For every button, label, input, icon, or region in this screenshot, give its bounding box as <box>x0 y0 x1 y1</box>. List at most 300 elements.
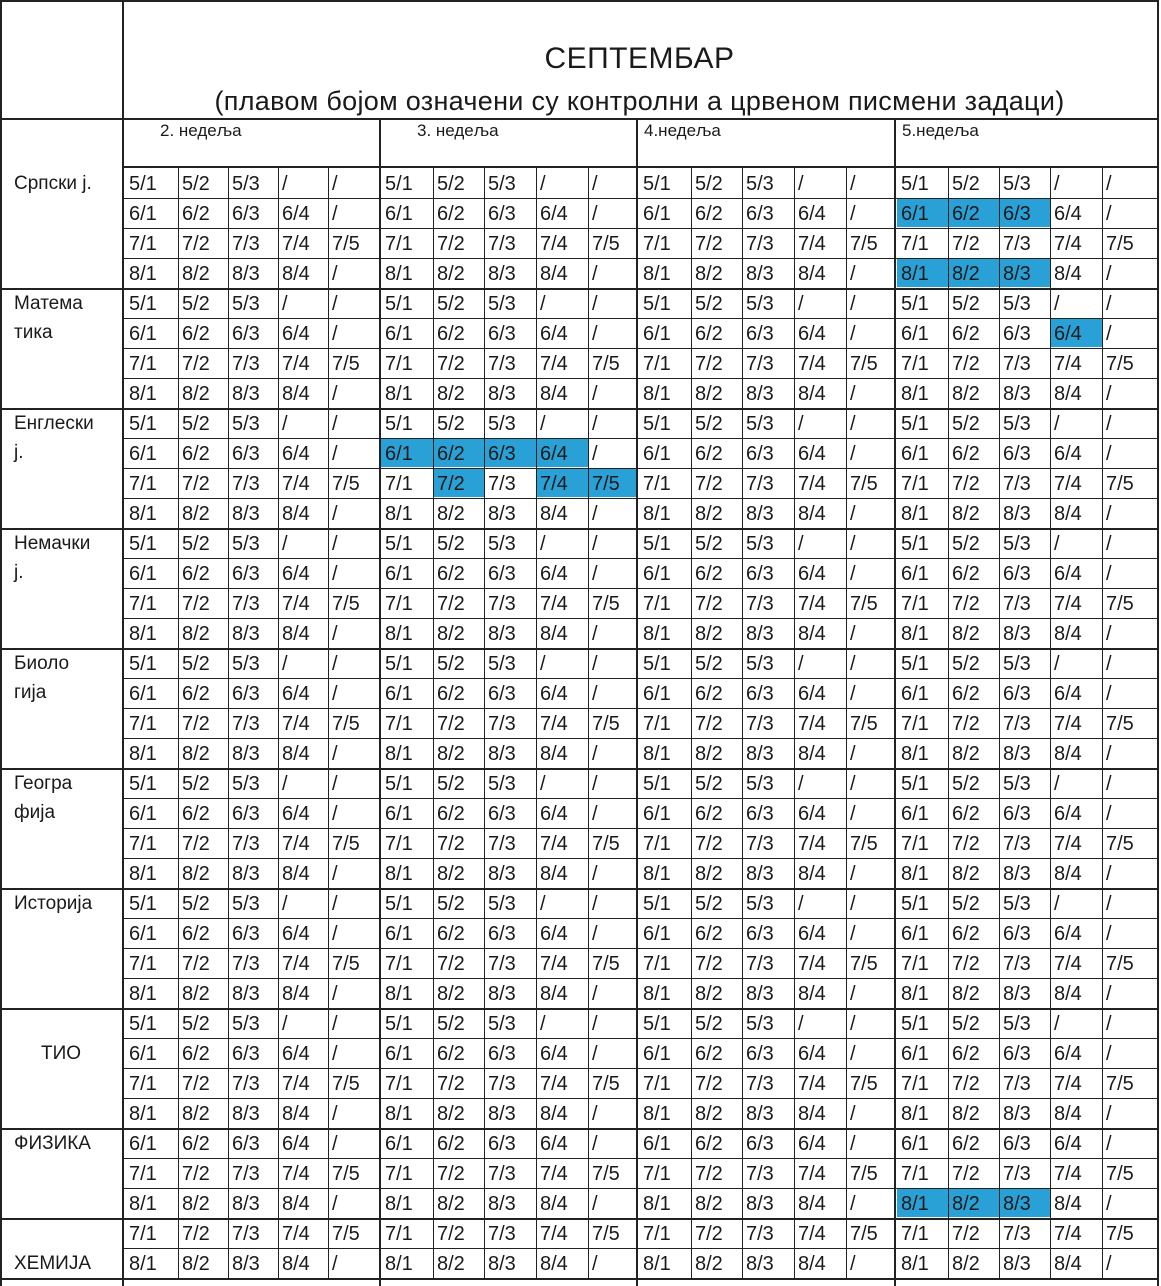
schedule-cell: 8/1 <box>129 743 157 765</box>
schedule-cell: 6/2 <box>695 803 723 825</box>
schedule-cell: 7/3 <box>232 473 260 495</box>
grid-vline <box>794 978 795 1008</box>
grid-vline <box>278 1188 279 1218</box>
grid-vline <box>278 738 279 768</box>
schedule-cell: 6/2 <box>182 1133 210 1155</box>
grid-vline <box>536 1008 537 1038</box>
schedule-cell: 8/3 <box>746 383 774 405</box>
schedule-cell: 8/1 <box>385 1103 413 1125</box>
schedule-cell: 7/3 <box>746 353 774 375</box>
schedule-cell: 7/4 <box>282 953 310 975</box>
grid-vline <box>948 648 949 678</box>
schedule-cell: 8/4 <box>798 1253 826 1275</box>
schedule-cell: 8/4 <box>282 623 310 645</box>
schedule-cell: 7/5 <box>850 713 878 735</box>
grid-vline <box>433 528 434 558</box>
schedule-cell: 8/4 <box>282 503 310 525</box>
schedule-cell: 5/3 <box>232 533 260 555</box>
grid-vline <box>742 258 743 288</box>
grid-vline <box>742 408 743 438</box>
schedule-cell: 8/3 <box>232 623 260 645</box>
grid-vline <box>999 1218 1000 1248</box>
schedule-cell: / <box>1106 803 1112 825</box>
schedule-cell: 8/1 <box>643 263 671 285</box>
grid-vline <box>328 528 329 558</box>
schedule-cell: 6/4 <box>282 923 310 945</box>
grid-vline <box>999 1038 1000 1068</box>
grid-vline <box>433 558 434 588</box>
schedule-cell: 7/2 <box>182 593 210 615</box>
schedule-cell: / <box>592 293 598 315</box>
schedule-cell: 6/3 <box>232 803 260 825</box>
schedule-cell: 8/2 <box>182 1103 210 1125</box>
schedule-cell: 5/2 <box>182 173 210 195</box>
schedule-cell: 5/1 <box>129 173 157 195</box>
grid-vline <box>278 798 279 828</box>
schedule-cell: 8/4 <box>798 1103 826 1125</box>
schedule-cell: 5/1 <box>129 893 157 915</box>
grid-vline <box>484 888 485 918</box>
schedule-cell: 8/3 <box>1003 503 1031 525</box>
grid-vline <box>588 1098 589 1128</box>
grid-vline <box>948 1038 949 1068</box>
grid-vline <box>894 118 896 1286</box>
schedule-cell: / <box>282 173 288 195</box>
schedule-cell: 6/4 <box>1054 683 1082 705</box>
grid-vline <box>278 768 279 798</box>
schedule-cell: 6/4 <box>540 923 568 945</box>
schedule-cell: 8/1 <box>385 503 413 525</box>
grid-vline <box>228 438 229 468</box>
grid-vline <box>846 798 847 828</box>
schedule-cell: 7/1 <box>385 473 413 495</box>
schedule-cell: 5/2 <box>437 413 465 435</box>
schedule-cell: 7/1 <box>643 1163 671 1185</box>
schedule-cell: 6/2 <box>948 199 999 227</box>
schedule-cell: 8/1 <box>129 1193 157 1215</box>
grid-vline <box>588 918 589 948</box>
grid-vline <box>846 1098 847 1128</box>
schedule-cell: 5/2 <box>437 893 465 915</box>
schedule-cell: 7/2 <box>182 953 210 975</box>
schedule-cell: 8/3 <box>999 1189 1050 1217</box>
grid-vline <box>433 1098 434 1128</box>
schedule-cell: 7/5 <box>850 473 878 495</box>
schedule-cell: 7/2 <box>952 473 980 495</box>
schedule-cell: 8/4 <box>1054 1103 1082 1125</box>
grid-vline <box>0 0 2 1286</box>
grid-vline <box>328 828 329 858</box>
grid-vline <box>228 348 229 378</box>
grid-vline <box>948 798 949 828</box>
schedule-cell: 7/5 <box>332 473 360 495</box>
grid-vline <box>794 738 795 768</box>
grid-vline <box>588 1008 589 1038</box>
grid-vline <box>588 228 589 258</box>
schedule-cell: / <box>850 1043 856 1065</box>
grid-vline <box>999 168 1000 198</box>
schedule-cell: 5/3 <box>1003 653 1031 675</box>
schedule-cell: / <box>282 413 288 435</box>
grid-vline <box>588 948 589 978</box>
schedule-cell: / <box>592 533 598 555</box>
schedule-cell: 7/3 <box>232 593 260 615</box>
schedule-cell: 6/1 <box>643 203 671 225</box>
schedule-cell: 7/4 <box>1054 833 1082 855</box>
grid-vline <box>484 258 485 288</box>
schedule-cell: 6/3 <box>746 683 774 705</box>
schedule-cell: 7/5 <box>1106 1163 1134 1185</box>
schedule-cell: 5/3 <box>1003 533 1031 555</box>
grid-vline <box>742 1008 743 1038</box>
schedule-cell: 6/4 <box>282 443 310 465</box>
grid-vline <box>228 918 229 948</box>
schedule-cell: / <box>592 1103 598 1125</box>
schedule-cell: 7/4 <box>540 353 568 375</box>
grid-vline <box>794 1038 795 1068</box>
schedule-cell: 7/5 <box>592 953 620 975</box>
grid-vline <box>588 828 589 858</box>
grid-vline <box>794 228 795 258</box>
schedule-cell: / <box>850 1193 856 1215</box>
schedule-cell: 7/3 <box>488 233 516 255</box>
grid-vline <box>178 198 179 228</box>
schedule-cell: 8/2 <box>182 863 210 885</box>
schedule-cell: 5/3 <box>1003 293 1031 315</box>
schedule-cell: / <box>540 173 546 195</box>
grid-vline <box>1050 168 1051 198</box>
grid-vline <box>178 498 179 528</box>
grid-vline <box>228 378 229 408</box>
schedule-cell: 5/3 <box>488 533 516 555</box>
schedule-cell: 5/3 <box>746 173 774 195</box>
grid-vline <box>228 558 229 588</box>
schedule-cell: / <box>282 893 288 915</box>
schedule-cell: 7/4 <box>1054 1163 1082 1185</box>
week-header: 5.недеља <box>902 121 979 140</box>
grid-vline <box>1050 858 1051 888</box>
grid-vline <box>948 708 949 738</box>
schedule-cell: 5/1 <box>643 533 671 555</box>
schedule-cell: 6/2 <box>695 1043 723 1065</box>
schedule-cell: / <box>282 533 288 555</box>
schedule-cell: 7/1 <box>643 353 671 375</box>
schedule-cell: 5/3 <box>746 773 774 795</box>
schedule-cell: 5/1 <box>385 1013 413 1035</box>
grid-vline <box>328 198 329 228</box>
grid-vline <box>742 618 743 648</box>
grid-vline <box>999 498 1000 528</box>
grid-vline <box>948 888 949 918</box>
grid-vline <box>948 918 949 948</box>
schedule-cell: / <box>592 863 598 885</box>
grid-vline <box>1102 1068 1103 1098</box>
schedule-cell: / <box>332 173 338 195</box>
grid-vline <box>484 228 485 258</box>
schedule-cell: 5/1 <box>385 173 413 195</box>
schedule-cell: 7/4 <box>540 713 568 735</box>
schedule-cell: 8/2 <box>182 1193 210 1215</box>
schedule-cell: 5/2 <box>695 413 723 435</box>
schedule-cell: 5/1 <box>385 293 413 315</box>
schedule-cell: 6/3 <box>232 683 260 705</box>
grid-vline <box>794 1068 795 1098</box>
schedule-cell: / <box>1106 1133 1112 1155</box>
grid-vline <box>948 498 949 528</box>
grid-vline <box>588 798 589 828</box>
grid-vline <box>691 258 692 288</box>
schedule-cell: 7/5 <box>1106 593 1134 615</box>
schedule-cell: 7/5 <box>1106 713 1134 735</box>
grid-vline <box>536 378 537 408</box>
grid-vline <box>433 588 434 618</box>
grid-vline <box>228 1068 229 1098</box>
grid-vline <box>588 498 589 528</box>
grid-vline <box>691 408 692 438</box>
schedule-cell: / <box>592 263 598 285</box>
grid-vline <box>278 618 279 648</box>
grid-vline <box>228 588 229 618</box>
grid-vline <box>691 708 692 738</box>
schedule-cell: 5/1 <box>385 773 413 795</box>
schedule-cell: 6/2 <box>952 563 980 585</box>
grid-vline <box>484 828 485 858</box>
grid-vline <box>1050 1038 1051 1068</box>
grid-vline <box>691 798 692 828</box>
schedule-cell: 7/4 <box>1054 353 1082 375</box>
schedule-cell: 6/1 <box>643 923 671 945</box>
schedule-cell: 6/2 <box>182 443 210 465</box>
grid-vline <box>178 888 179 918</box>
schedule-cell: / <box>592 1253 598 1275</box>
schedule-cell: 8/3 <box>1003 983 1031 1005</box>
schedule-cell: 7/5 <box>332 1073 360 1095</box>
grid-vline <box>742 678 743 708</box>
schedule-cell: 7/3 <box>746 1223 774 1245</box>
grid-vline <box>794 828 795 858</box>
grid-vline <box>742 768 743 798</box>
schedule-cell: 6/2 <box>182 803 210 825</box>
subject-label: Геогра фија <box>14 773 73 823</box>
schedule-cell: 6/1 <box>643 443 671 465</box>
grid-vline <box>1102 648 1103 678</box>
schedule-cell: 7/3 <box>746 953 774 975</box>
grid-vline <box>846 228 847 258</box>
schedule-cell: 5/1 <box>129 293 157 315</box>
grid-vline <box>1102 1128 1103 1158</box>
schedule-cell: 8/4 <box>1054 743 1082 765</box>
grid-vline <box>948 1248 949 1278</box>
grid-vline <box>999 318 1000 348</box>
grid-vline <box>278 918 279 948</box>
subject-label: Немачки ј. <box>14 533 91 583</box>
grid-vline <box>433 1008 434 1038</box>
schedule-cell: 5/1 <box>643 893 671 915</box>
schedule-cell: / <box>332 443 338 465</box>
grid-vline <box>484 798 485 828</box>
schedule-cell: 7/2 <box>952 1163 980 1185</box>
schedule-cell: 6/3 <box>746 443 774 465</box>
schedule-cell: / <box>1106 1253 1112 1275</box>
schedule-cell: / <box>592 623 598 645</box>
grid-vline <box>846 528 847 558</box>
grid-vline <box>178 378 179 408</box>
grid-vline <box>433 468 434 498</box>
grid-vline <box>536 978 537 1008</box>
schedule-cell: 8/4 <box>798 863 826 885</box>
schedule-cell: 7/1 <box>385 233 413 255</box>
grid-vline <box>794 888 795 918</box>
schedule-cell: 6/4 <box>282 803 310 825</box>
schedule-cell: 6/4 <box>282 323 310 345</box>
grid-vline <box>742 978 743 1008</box>
grid-vline <box>228 1128 229 1158</box>
grid-vline <box>742 1098 743 1128</box>
schedule-cell: 8/1 <box>643 383 671 405</box>
schedule-cell: 7/4 <box>798 713 826 735</box>
grid-vline <box>742 1248 743 1278</box>
schedule-cell: 6/1 <box>129 923 157 945</box>
schedule-cell: / <box>332 623 338 645</box>
schedule-cell: / <box>1054 653 1060 675</box>
grid-vline <box>742 1158 743 1188</box>
schedule-cell: / <box>332 533 338 555</box>
schedule-cell: 8/1 <box>901 743 929 765</box>
grid-vline <box>1102 1158 1103 1188</box>
schedule-cell: 6/3 <box>746 923 774 945</box>
grid-vline <box>1102 1008 1103 1038</box>
grid-vline <box>1050 558 1051 588</box>
schedule-cell: 5/1 <box>129 773 157 795</box>
grid-vline <box>178 828 179 858</box>
schedule-cell: 7/3 <box>746 593 774 615</box>
schedule-cell: / <box>592 563 598 585</box>
schedule-cell: / <box>1106 773 1112 795</box>
grid-vline <box>433 948 434 978</box>
grid-vline <box>588 1248 589 1278</box>
schedule-cell: 5/2 <box>695 293 723 315</box>
schedule-cell: 7/3 <box>746 233 774 255</box>
schedule-cell: 7/4 <box>282 1223 310 1245</box>
grid-vline <box>1102 438 1103 468</box>
schedule-cell: / <box>1106 203 1112 225</box>
grid-vline <box>1050 1008 1051 1038</box>
schedule-cell: 7/2 <box>437 353 465 375</box>
schedule-cell: / <box>850 743 856 765</box>
grid-vline <box>794 1098 795 1128</box>
grid-vline <box>742 1128 743 1158</box>
schedule-cell: 8/3 <box>232 983 260 1005</box>
schedule-cell: 6/1 <box>901 683 929 705</box>
grid-vline <box>588 198 589 228</box>
schedule-cell: 5/3 <box>232 773 260 795</box>
schedule-cell: / <box>1054 293 1060 315</box>
grid-vline <box>999 348 1000 378</box>
schedule-cell: 7/2 <box>952 953 980 975</box>
schedule-cell: 6/4 <box>282 563 310 585</box>
schedule-cell: / <box>332 803 338 825</box>
schedule-cell: 7/5 <box>850 593 878 615</box>
grid-vline <box>691 888 692 918</box>
schedule-cell: / <box>282 773 288 795</box>
schedule-cell: / <box>798 1013 804 1035</box>
schedule-cell: / <box>592 773 598 795</box>
grid-hline <box>0 768 1158 770</box>
schedule-cell: 7/1 <box>901 833 929 855</box>
grid-vline <box>178 1008 179 1038</box>
grid-vline <box>1102 828 1103 858</box>
grid-vline <box>536 318 537 348</box>
schedule-cell: 7/4 <box>1054 1223 1082 1245</box>
schedule-cell: / <box>1054 413 1060 435</box>
schedule-cell: 6/4 <box>536 439 588 467</box>
schedule-cell: 5/2 <box>952 533 980 555</box>
grid-hline <box>0 408 1158 410</box>
grid-vline <box>1102 1098 1103 1128</box>
schedule-cell: 7/1 <box>901 353 929 375</box>
grid-vline <box>742 1218 743 1248</box>
schedule-cell: 6/1 <box>381 439 433 467</box>
schedule-cell: 7/5 <box>850 833 878 855</box>
schedule-cell: 5/1 <box>901 293 929 315</box>
grid-vline <box>794 168 795 198</box>
schedule-cell: 5/1 <box>385 893 413 915</box>
grid-vline <box>742 1188 743 1218</box>
schedule-cell: 8/2 <box>952 743 980 765</box>
grid-vline <box>536 1098 537 1128</box>
schedule-cell: 8/4 <box>540 503 568 525</box>
schedule-cell: 8/3 <box>746 503 774 525</box>
grid-vline <box>691 1188 692 1218</box>
grid-vline <box>846 348 847 378</box>
schedule-cell: 7/1 <box>643 953 671 975</box>
grid-vline <box>999 588 1000 618</box>
schedule-cell: 8/4 <box>282 983 310 1005</box>
schedule-cell: 8/1 <box>897 1189 948 1217</box>
grid-vline <box>278 828 279 858</box>
schedule-cell: 5/3 <box>232 413 260 435</box>
grid-vline <box>178 348 179 378</box>
schedule-cell: 6/1 <box>385 683 413 705</box>
grid-vline <box>948 258 949 288</box>
schedule-cell: 8/2 <box>437 503 465 525</box>
grid-vline <box>328 1068 329 1098</box>
grid-vline <box>228 858 229 888</box>
schedule-cell: 8/3 <box>1003 1253 1031 1275</box>
grid-vline <box>794 1128 795 1158</box>
schedule-cell: 6/3 <box>232 563 260 585</box>
grid-vline <box>588 348 589 378</box>
grid-vline <box>691 618 692 648</box>
schedule-cell: 8/2 <box>952 1253 980 1275</box>
grid-vline <box>278 228 279 258</box>
grid-vline <box>328 348 329 378</box>
schedule-cell: 8/3 <box>1003 863 1031 885</box>
schedule-cell: 6/2 <box>437 803 465 825</box>
grid-vline <box>1050 1128 1051 1158</box>
schedule-cell: 6/3 <box>232 1043 260 1065</box>
grid-vline <box>794 1158 795 1188</box>
schedule-cell: 6/3 <box>1003 803 1031 825</box>
schedule-cell: 7/2 <box>437 953 465 975</box>
schedule-cell: 6/1 <box>643 1133 671 1155</box>
grid-vline <box>228 738 229 768</box>
schedule-cell: 7/2 <box>433 469 484 497</box>
schedule-cell: 8/3 <box>746 1103 774 1125</box>
schedule-cell: 8/4 <box>798 743 826 765</box>
grid-vline <box>536 438 537 468</box>
grid-vline <box>278 408 279 438</box>
